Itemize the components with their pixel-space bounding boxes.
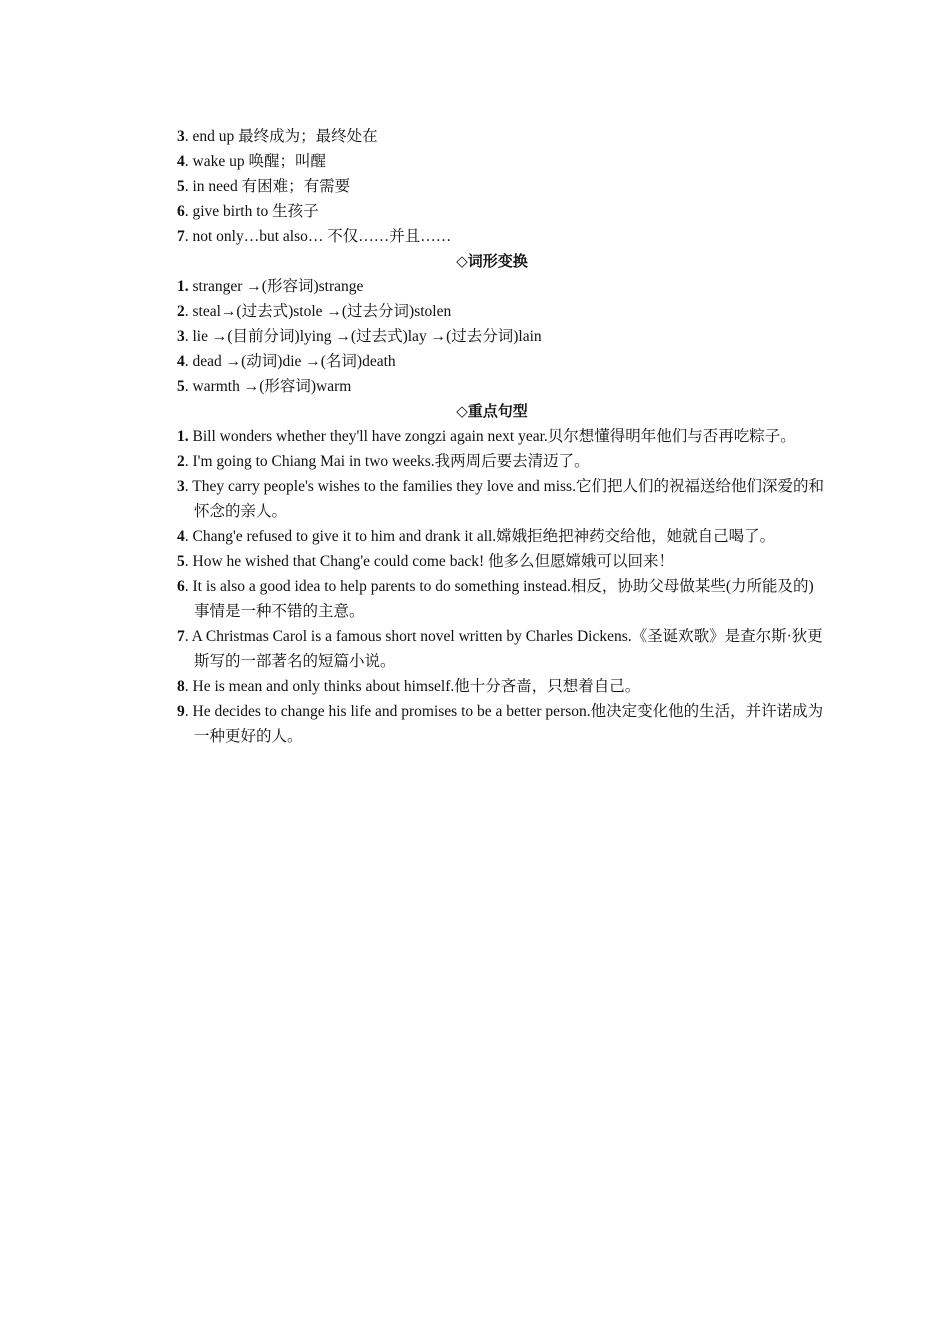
phrase-item — [177, 199, 827, 224]
phrases-section — [177, 124, 827, 249]
item-text: . Chang'e refused to give it to him and drank it all.嫦娥拒绝把神药交给他，她就自己喝了。 — [184, 528, 776, 545]
phrase-item — [177, 149, 827, 174]
item-text: . end up 最终成为；最终处在 — [184, 128, 378, 145]
item-text: Bill wonders whether they'll have zongzi again next year.贝尔想懂得明年他们与否再吃粽子。 — [188, 428, 796, 445]
item-text: . It is also a good idea to help parents to do something instead.相反，协助父母做某些(力所能及的)事情是一种不错的主意。 — [184, 578, 814, 620]
item-text: . dead →(动词)die →(名词)death — [184, 353, 396, 370]
item-number: 4 — [177, 528, 185, 545]
item-text: . I'm going to Chiang Mai in two weeks.我两周后要去清迈了。 — [184, 453, 590, 470]
sentence-item — [177, 524, 827, 549]
sentence-item — [177, 449, 827, 474]
item-number: 3 — [177, 478, 185, 495]
item-number: 4 — [177, 153, 185, 170]
item-number: 5 — [177, 378, 185, 395]
item-number: 6 — [177, 203, 185, 220]
word-form-item — [177, 324, 827, 349]
item-text: . How he wished that Chang'e could come back! 他多么但愿嫦娥可以回来！ — [184, 553, 674, 570]
item-number: 9 — [177, 703, 185, 720]
item-text: . wake up 唤醒；叫醒 — [184, 153, 326, 170]
phrase-item — [177, 224, 827, 249]
item-number: 5 — [177, 178, 185, 195]
item-text: . steal→(过去式)stole →(过去分词)stolen — [184, 303, 452, 320]
section-heading-word-forms: ◇词形变换 — [456, 252, 528, 270]
phrase-item — [177, 124, 827, 149]
word-form-item — [177, 349, 827, 374]
item-text: . They carry people's wishes to the families they love and miss.它们把人们的祝福送给他们深爱的和怀念的亲人。 — [184, 478, 824, 520]
item-text: . warmth →(形容词)warm — [184, 378, 352, 395]
key-sentences-section — [177, 399, 827, 749]
item-number: 4 — [177, 353, 185, 370]
phrase-item — [177, 174, 827, 199]
section-heading-key-sentences: ◇重点句型 — [456, 402, 528, 420]
item-text: stranger →(形容词)strange — [188, 278, 364, 295]
sentence-item — [177, 424, 827, 449]
item-text: . He decides to change his life and promises to be a better person.他决定变化他的生活，并许诺成为一种更好的人。 — [184, 703, 824, 745]
item-text: . A Christmas Carol is a famous short novel written by Charles Dickens.《圣诞欢歌》是查尔斯·狄更斯写的一部著名的短篇小说。 — [184, 628, 823, 670]
item-number: 2 — [177, 303, 185, 320]
word-forms-section — [177, 249, 827, 399]
item-number: 3 — [177, 128, 185, 145]
item-number: 5 — [177, 553, 185, 570]
item-number: 1. — [177, 278, 189, 295]
item-number: 7 — [177, 228, 185, 245]
item-text: . in need 有困难；有需要 — [184, 178, 351, 195]
sentence-item — [177, 574, 827, 624]
sentence-item — [177, 549, 827, 574]
item-text: . lie →(目前分词)lying →(过去式)lay →(过去分词)lain — [184, 328, 542, 345]
word-form-item — [177, 274, 827, 299]
sentence-item — [177, 699, 827, 749]
item-text: . not only…but also… 不仅……并且…… — [184, 228, 452, 245]
item-number: 1. — [177, 428, 189, 445]
item-number: 7 — [177, 628, 185, 645]
item-number: 3 — [177, 328, 185, 345]
item-text: . give birth to 生孩子 — [184, 203, 319, 220]
item-number: 8 — [177, 678, 185, 695]
sentence-item — [177, 624, 827, 674]
document-content — [177, 124, 827, 749]
item-number: 2 — [177, 453, 185, 470]
item-number: 6 — [177, 578, 185, 595]
sentence-item — [177, 474, 827, 524]
item-text: . He is mean and only thinks about himself.他十分吝啬，只想着自己。 — [184, 678, 641, 695]
word-form-item — [177, 299, 827, 324]
sentence-item — [177, 674, 827, 699]
word-form-item — [177, 374, 827, 399]
